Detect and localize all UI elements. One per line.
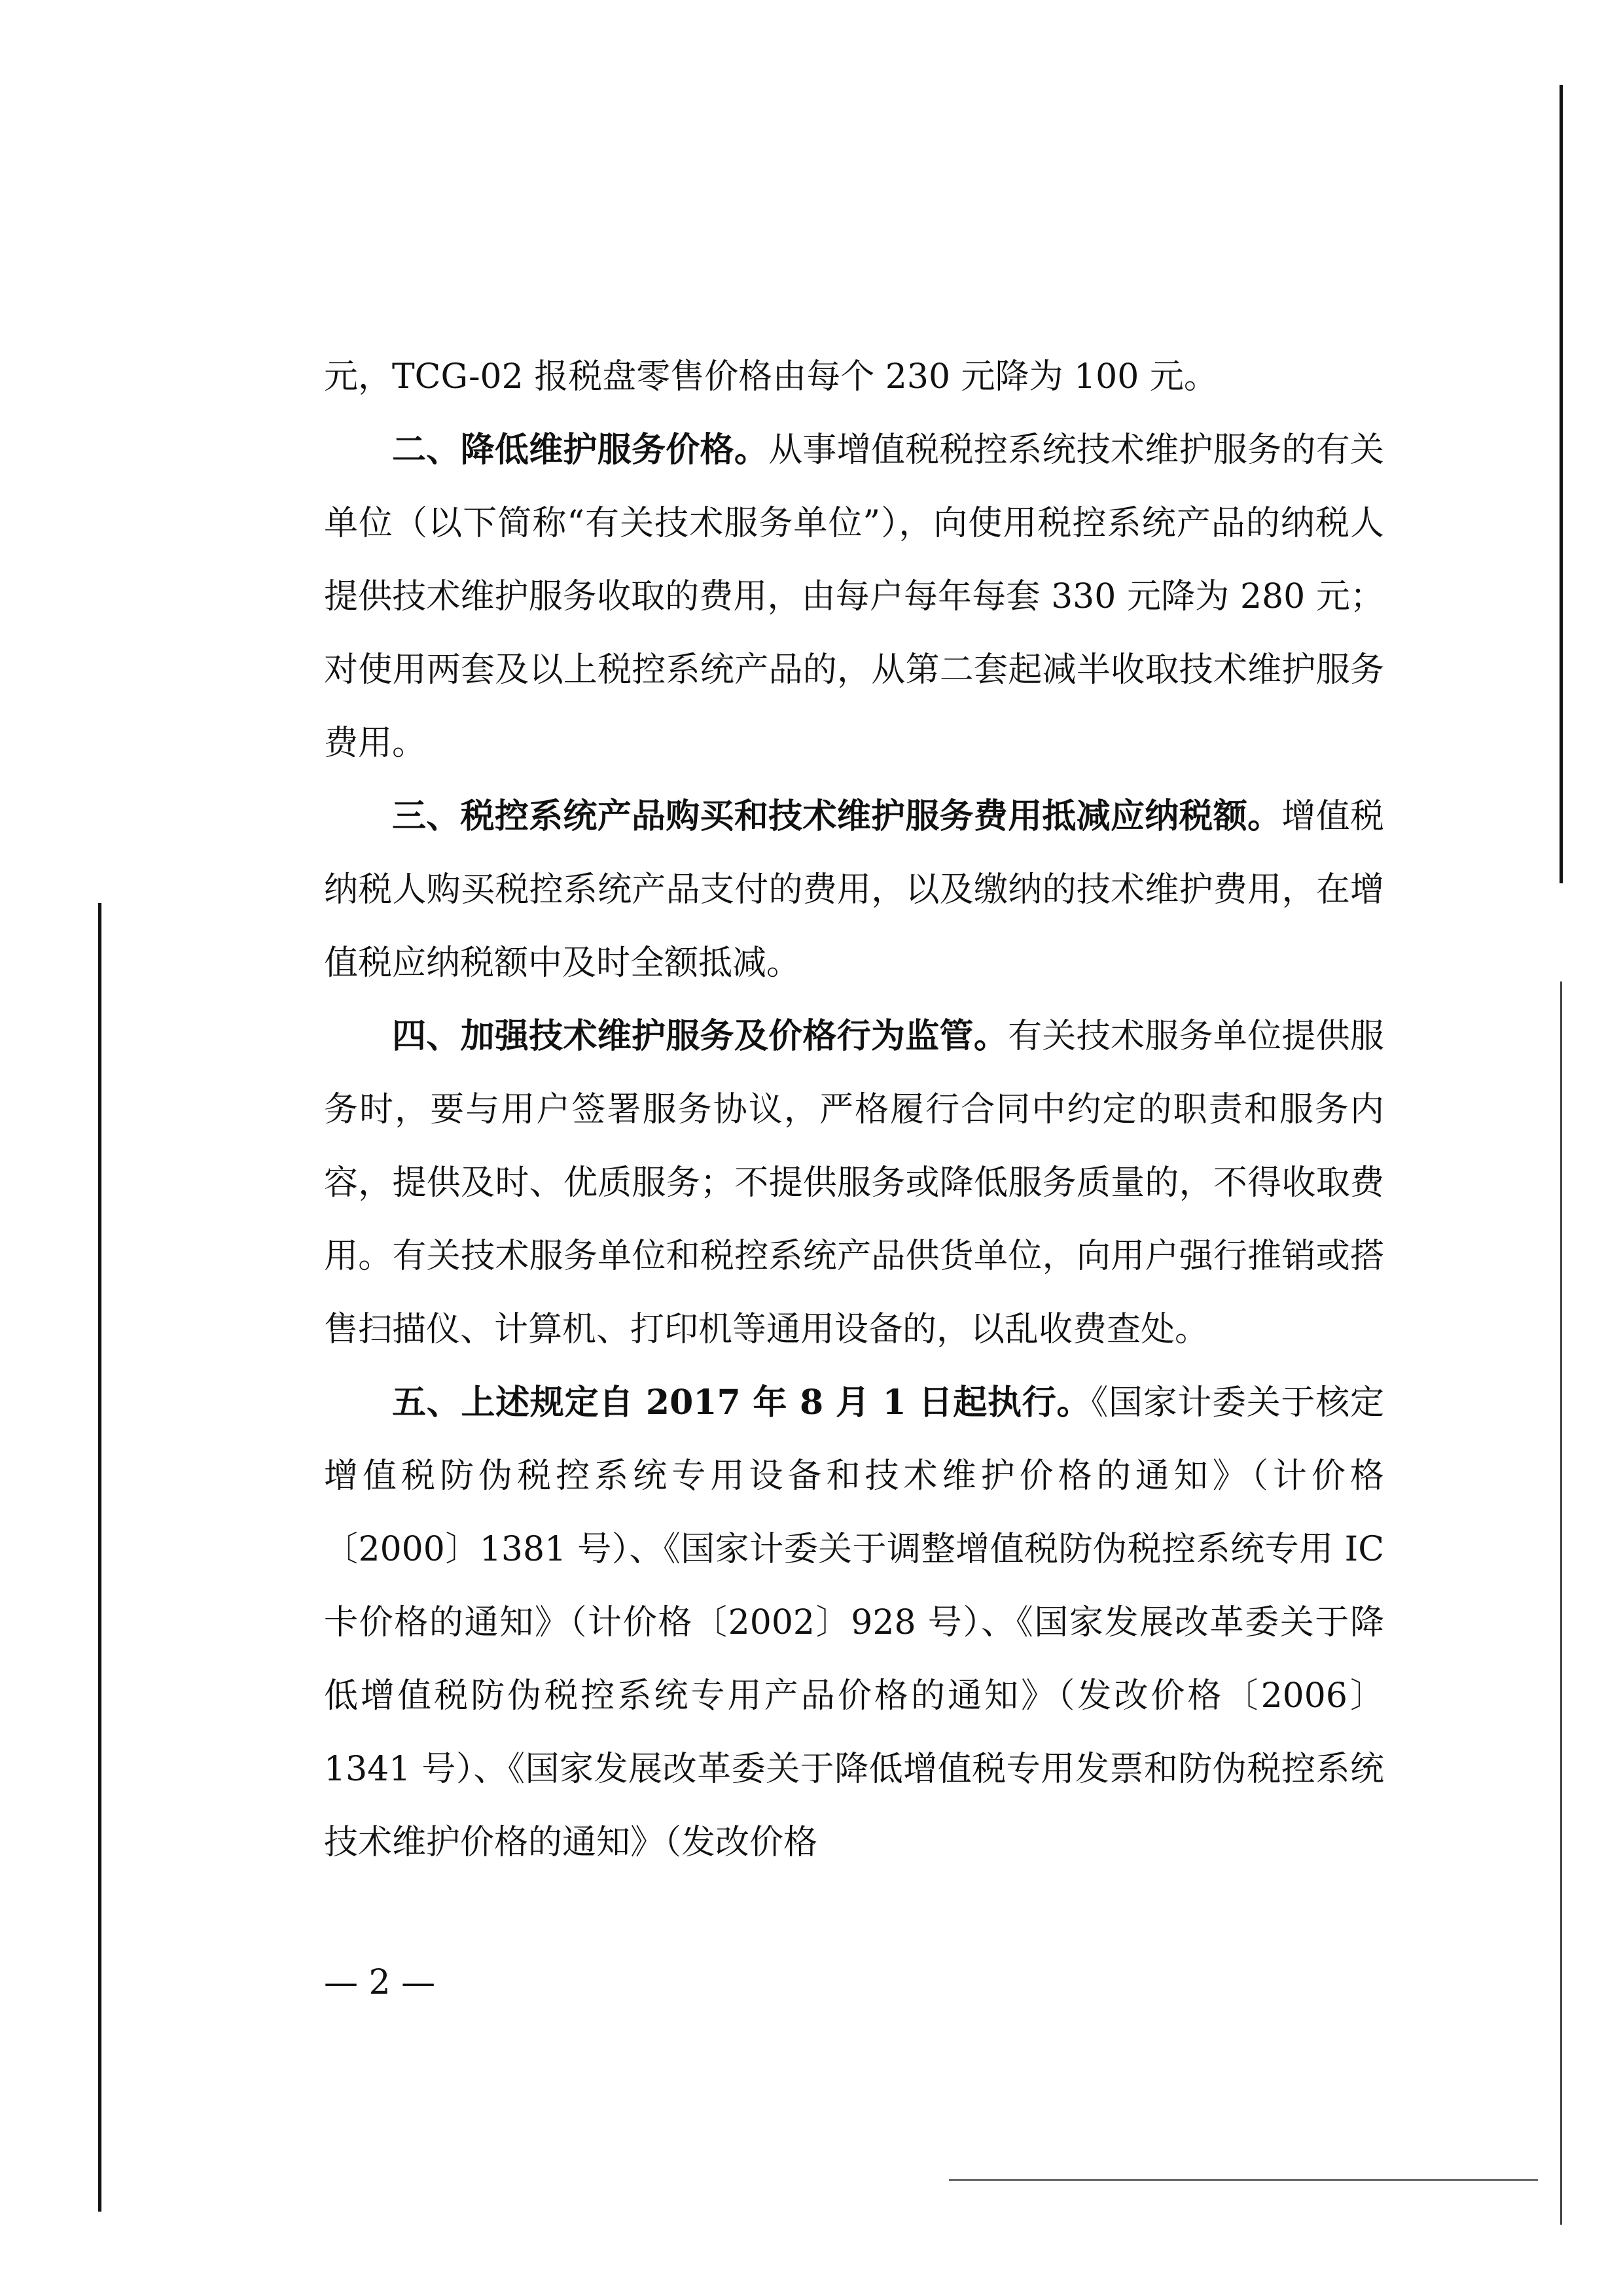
paragraph-5 (324, 1366, 1384, 1879)
paragraph-4-heading: 四、加强技术维护服务及价格行为监管。 (392, 1016, 1008, 1056)
paragraph-5-heading: 五、上述规定自 2017 年 8 月 1 日起执行。 (392, 1383, 1092, 1422)
paragraph-4-text: 有关技术服务单位提供服务时，要与用户签署服务协议，严格履行合同中约定的职责和服务内容，提供及时、优质服务；不提供服务或降低服务质量的，不得收取费用。有关技术服务单位和税控系统产品供货单位，向用户强行推销或搭售扫描仪、计算机、打印机等通用设备的，以乱收费查处。 (324, 1017, 1384, 1349)
scan-edge-right (1560, 85, 1563, 883)
paragraph-1-text: 元，TCG-02 报税盘零售价格由每个 230 元降为 100 元。 (324, 357, 1218, 397)
paragraph-1 (324, 340, 1384, 414)
paragraph-2 (324, 414, 1384, 780)
paragraph-3-text: 增值税纳税人购买税控系统产品支付的费用，以及缴纳的技术维护费用，在增值税应纳税额中及时全额抵减。 (324, 797, 1384, 983)
scan-edge-left (98, 903, 101, 2212)
scan-bottom-rule (949, 2179, 1538, 2181)
paragraph-4 (324, 1000, 1384, 1366)
document-body (324, 340, 1384, 1879)
paragraph-2-heading: 二、降低维护服务价格。 (392, 430, 769, 470)
paragraph-2-text: 从事增值税税控系统技术维护服务的有关单位（以下简称“有关技术服务单位”），向使用税控系统产品的纳税人提供技术维护服务收取的费用，由每户每年每套 330 元降为 280 元；对使用两套及以上税控系统产品的，从第二套起减半收取技术维护服务费用。 (324, 431, 1384, 763)
scan-edge-right-lower (1560, 981, 1562, 2225)
paragraph-3 (324, 780, 1384, 1000)
paragraph-5-text: 《国家计委关于核定增值税防伪税控系统专用设备和技术维护价格的通知》（计价格〔2000〕1381 号）、《国家计委关于调整增值税防伪税控系统专用 IC 卡价格的通知》（计价格〔2002〕928 号）、《国家发展改革委关于降低增值税防伪税控系统专用产品价格的通知》（发改价格〔2006〕1341 号）、《国家发展改革委关于降低增值税专用发票和防伪税控系统技术维护价格的通知》（发改价格 (324, 1383, 1384, 1862)
page-number: — 2 — (324, 1963, 436, 2002)
paragraph-3-heading: 三、税控系统产品购买和技术维护服务费用抵减应纳税额。 (392, 796, 1282, 836)
